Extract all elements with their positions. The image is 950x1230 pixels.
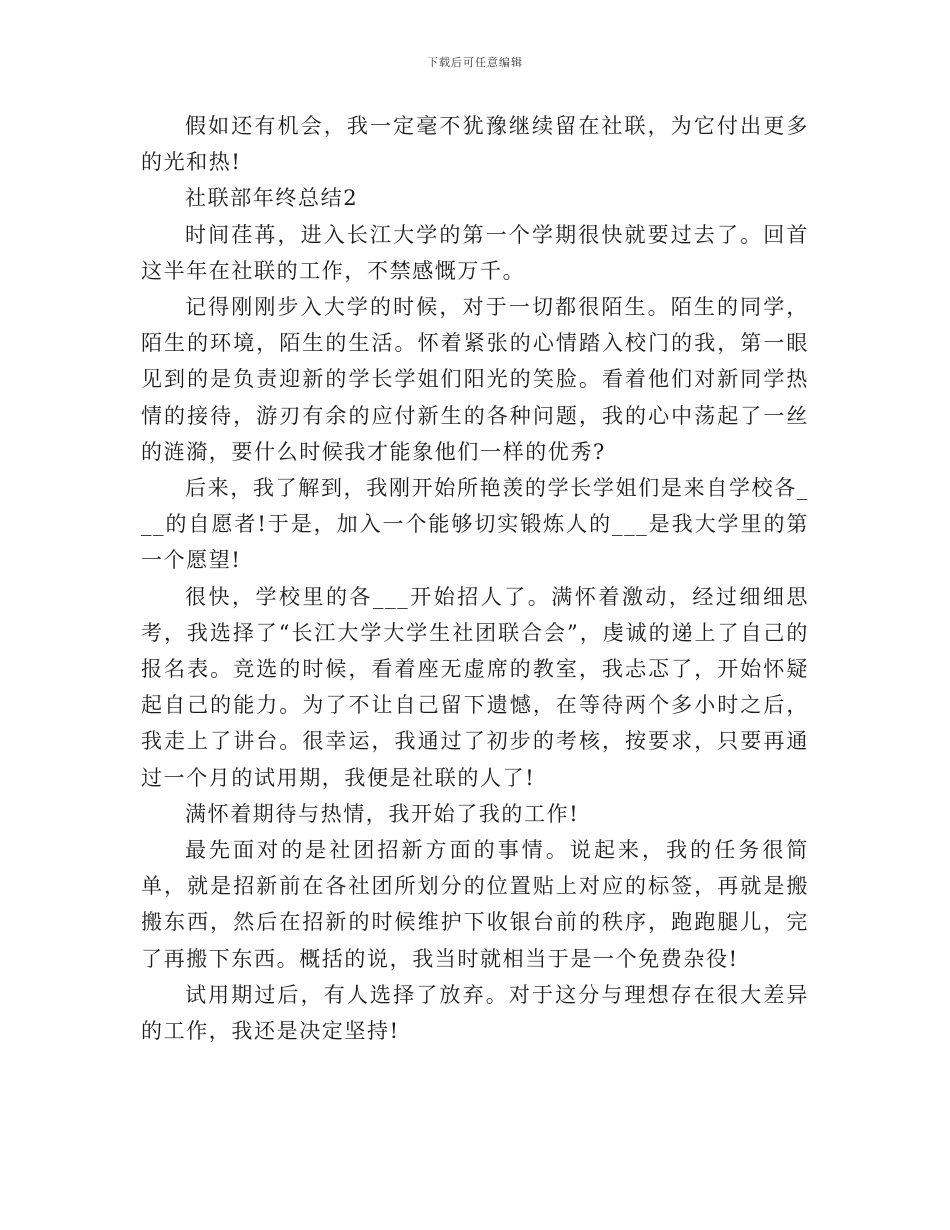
paragraph-first-tasks: 最先面对的是社团招新方面的事情。说起来，我的任务很简单，就是招新前在各社团所划分的位置贴上对应的标签，再就是搬搬东西，然后在招新的时候维护下收银台前的秩序，跑跑腿儿，完了再搬下东西。概括的说，我当时就相当于是一个免费杂役!: [141, 838, 809, 971]
paragraph-intro: 时间荏苒，进入长江大学的第一个学期很快就要过去了。回首这半年在社联的工作，不禁感慨万千。: [141, 222, 809, 283]
paragraph-start-work: 满怀着期待与热情，我开始了我的工作!: [185, 801, 580, 826]
page-header-note: 下载后可任意编辑: [427, 56, 523, 69]
paragraph-memory: 记得刚刚步入大学的时候，对于一切都很陌生。陌生的同学，陌生的环境，陌生的生活。怀着紧张的心情踏入校门的我，第一眼见到的是负责迎新的学长学姐们阳光的笑脸。看着他们对新同学热情的接待，游刃有余的应付新生的各种问题，我的心中荡起了一丝的涟漪，要什么时候我才能象他们一样的优秀?: [141, 295, 809, 464]
document-body: [141, 108, 809, 1049]
paragraph-closing: 假如还有机会，我一定毫不犹豫继续留在社联，为它付出更多的光和热!: [141, 114, 809, 175]
paragraph-volunteers: 后来，我了解到，我刚开始所艳羡的学长学姐们是来自学校各___的自愿者!于是，加入一个能够切实锻炼人的___是我大学里的第一个愿望!: [141, 476, 809, 573]
paragraph-persist: 试用期过后，有人选择了放弃。对于这分与理想存在很大差异的工作，我还是决定坚持!: [141, 982, 809, 1044]
section-title: 社联部年终总结2: [185, 186, 359, 211]
paragraph-recruitment: 很快，学校里的各___开始招人了。满怀着激动，经过细细思考，我选择了“长江大学大学生社团联合会”，虔诚的递上了自己的报名表。竞选的时候，看着座无虚席的教室，我忐忑了，开始怀疑起自己的能力。为了不让自己留下遗憾，在等待两个多小时之后，我走上了讲台。很幸运，我通过了初步的考核，按要求，只要再通过一个月的试用期，我便是社联的人了!: [141, 584, 809, 790]
